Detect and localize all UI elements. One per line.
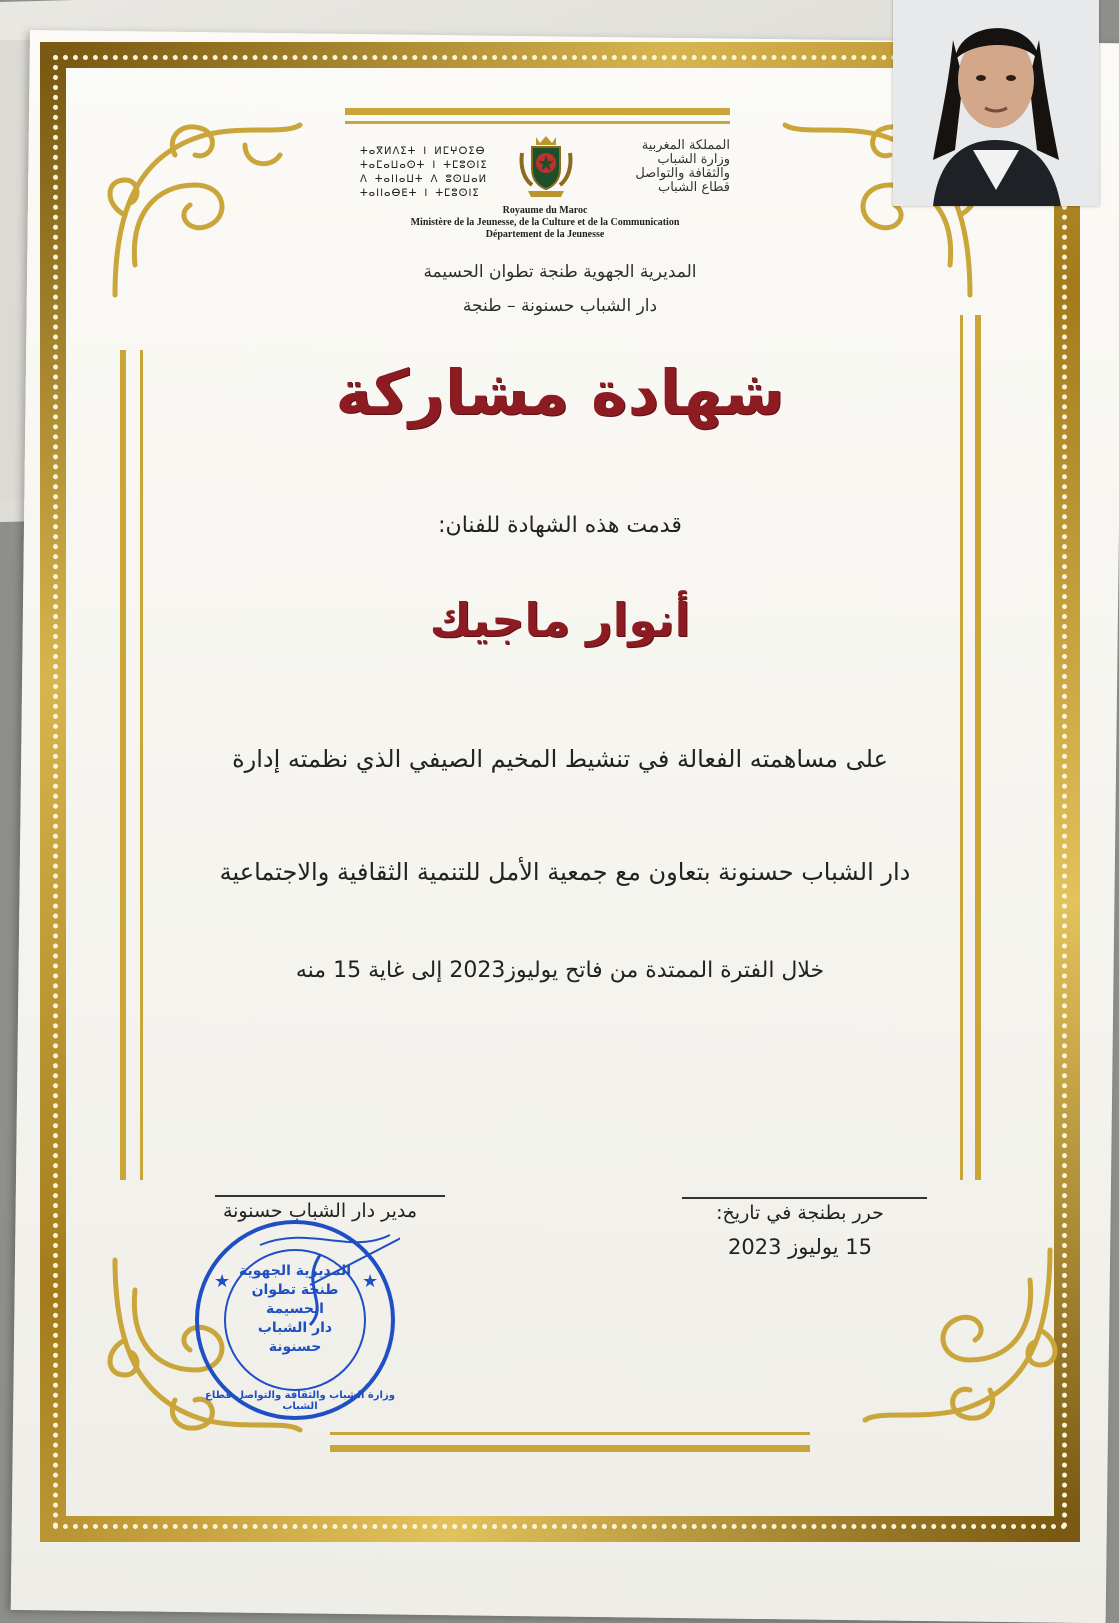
- ministry-label-fr: Ministère de la Jeunesse, de la Culture et de la Communication: [410, 217, 680, 228]
- certificate-line-2: دار الشباب حسنونة بتعاون مع جمعية الأمل للتنمية الثقافية والاجتماعية: [219, 858, 911, 886]
- stamp-ring-text: وزارة الشباب والثقافة والتواصل قطاع الشباب: [205, 1390, 395, 1412]
- corner-ornament-bottom-right: [860, 1240, 1070, 1450]
- youth-house-text: دار الشباب حسنونة – طنجة: [462, 296, 658, 316]
- certificate-line-3: خلال الفترة الممتدة من فاتح يوليوز2023 إلى غاية 15 منه: [295, 958, 825, 983]
- certificate-intro: قدمت هذه الشهادة للفنان:: [438, 513, 682, 538]
- issued-place-label: حرر بطنجة في تاريخ:: [716, 1202, 884, 1224]
- department-label-fr: Département de la Jeunesse: [485, 229, 605, 240]
- ministry-header: [360, 115, 730, 255]
- recipient-name: أنوار ماجيك: [429, 593, 691, 647]
- certificate-title: شهادة مشاركة: [335, 356, 785, 429]
- stamp-center-text: المديرية الجهوية طنجة تطوان الحسيمة دار الشباب حسنونة: [238, 1263, 352, 1355]
- corner-ornament-top-left: [95, 95, 305, 305]
- arabic-ministry-text: المملكة المغربية وزارة الشباب والثقافة والتواصل قطاع الشباب: [635, 138, 730, 195]
- tifinagh-ministry-text: ⵜⴰⴳⵍⴷⵉⵜ ⵏ ⵍⵎⵖⵔⵉⴱ ⵜⴰⵎⴰⵡⴰⵙⵜ ⵏ ⵜⵎⵓⵙⵏⵉ ⴷ ⵜⴰⵏⵏⴰⵡⵜ ⴷ ⵓⵙⵡⴰⵍ ⵜⴰⵏⵏⴰⴱⴹⵜ ⵏ ⵜⵎⵓⵙⵏⵉ: [360, 146, 488, 199]
- svg-text:★: ★: [362, 1271, 379, 1292]
- right-gold-bar-2: [960, 315, 963, 1180]
- certificate-line-1: على مساهمته الفعالة في تنشيط المخيم الصيفي الذي نظمته إدارة: [232, 745, 888, 773]
- portrait-image: [893, 0, 1099, 206]
- kingdom-label-fr: Royaume du Maroc: [502, 205, 588, 216]
- bottom-gold-bar-2: [330, 1432, 810, 1435]
- bottom-gold-bar-1: [330, 1445, 810, 1452]
- regional-direction-text: المديرية الجهوية طنجة تطوان الحسيمة: [423, 262, 697, 282]
- left-gold-bar-2: [140, 350, 143, 1180]
- recipient-photo: [893, 0, 1099, 206]
- date-signature-line: [682, 1197, 927, 1199]
- top-gold-bar-1: [345, 108, 730, 115]
- director-signature-line: [215, 1195, 445, 1197]
- right-gold-bar-1: [975, 315, 981, 1180]
- svg-text:★: ★: [214, 1271, 231, 1292]
- left-gold-bar-1: [120, 350, 126, 1180]
- moroccan-coat-of-arms-emblem: [518, 133, 574, 199]
- director-label: مدير دار الشباب حسنونة: [222, 1200, 418, 1222]
- issued-date: 15 يوليوز 2023: [728, 1235, 872, 1259]
